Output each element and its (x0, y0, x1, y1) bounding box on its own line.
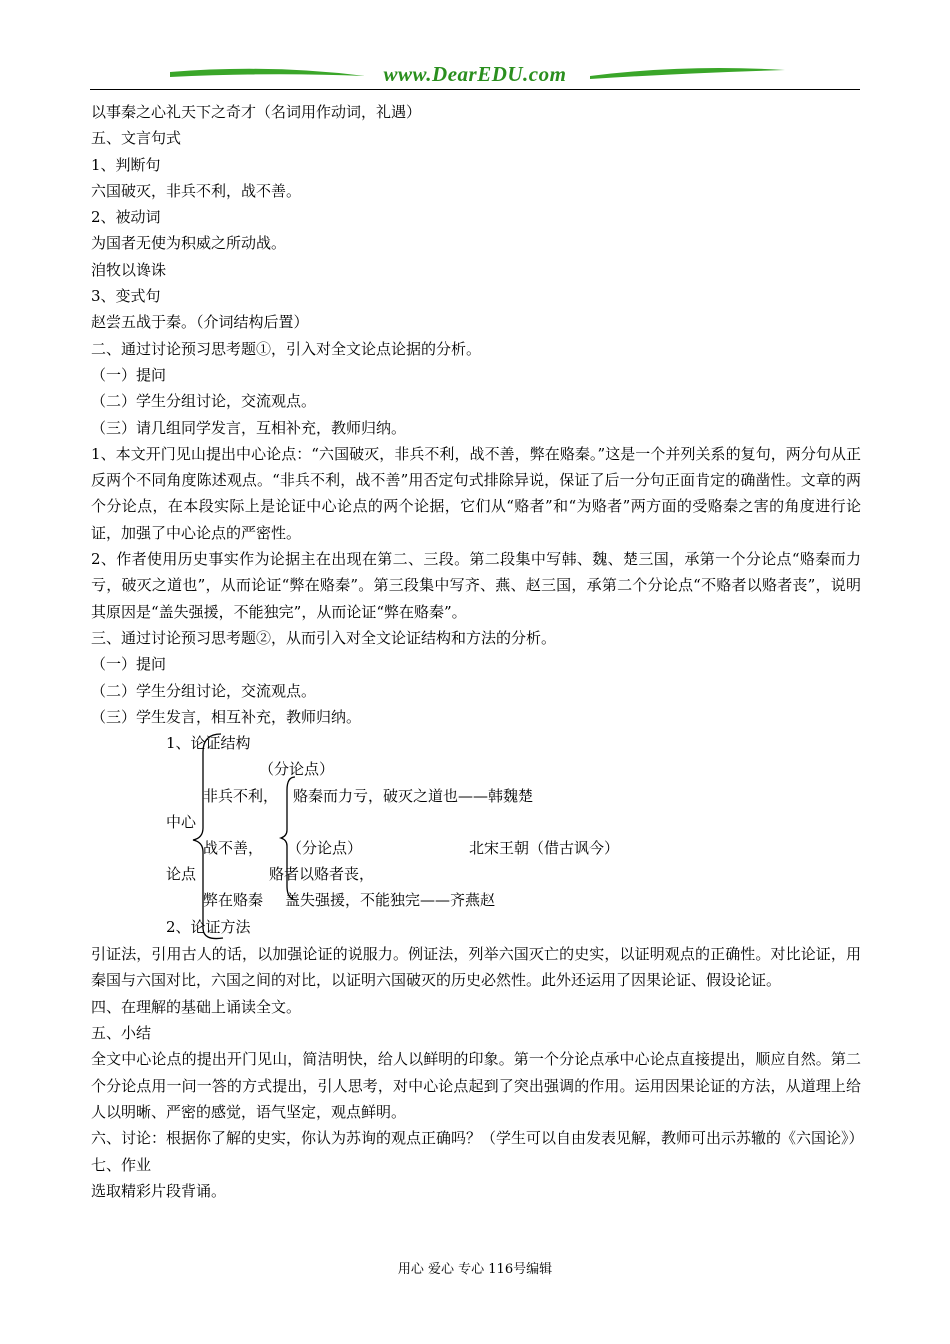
text-line: （一）提问 (91, 365, 167, 384)
row1-right: 赂秦而力亏，破灭之道也——韩魏楚 (293, 787, 534, 806)
paragraphs-summary (91, 1046, 864, 1151)
text-line: （一）提问 (91, 655, 167, 674)
document-body (91, 99, 864, 1204)
paragraph: 全文中心论点的提出开门见山，简洁明快，给人以鲜明的印象。第一个分论点承中心论点直接提出，顺应自然。第二个分论点用一问一答的方式提出，引人思考，对中心论点起到了突出强调的作用。运用因果论证的方法，从道理上给人以明晰、严密的感觉，语气坚定，观点鲜明。 (91, 1050, 861, 1121)
sub-argument-label-1: （分论点） (259, 760, 335, 779)
text-line: 2、被动词 (91, 208, 161, 227)
text-line: 3、变式句 (91, 287, 161, 306)
text-line: 五、文言句式 (91, 129, 182, 148)
paragraph: 2、作者使用历史事实作为论据主在出现在第二、三段。第二段集中写韩、魏、楚三国，承第一个分论点“赂秦而力亏，破灭之道也”，从而论证“弊在赂秦”。第三段集中写齐、燕、赵三国，承第二个分论点“不赂者以赂者丧”，说明其原因是“盖失强援，不能独完”，从而论证“弊在赂秦”。 (91, 550, 861, 621)
method-title: 2、论证方法 (166, 918, 251, 937)
text-line: 1、判断句 (91, 155, 161, 174)
row2-left: 战不善， (203, 839, 264, 858)
text-line: （三）请几组同学发言，互相补充，教师归纳。 (91, 418, 407, 437)
diagram-title: 1、论证结构 (166, 734, 251, 753)
text-line: （二）学生分组讨论，交流观点。 (91, 681, 317, 700)
paragraph: 1、本文开门见山提出中心论点：“六国破灭，非兵不利，战不善，弊在赂秦。”这是一个并列关系的复句，两分句从正反两个不同角度陈述观点。“非兵不利，战不善”用否定句式排除异说，保证了后一分句正面肯定的确凿性。文章的两个分论点，在本段实际上是论证中心论点的两个论据，它们从“赂者”和“为赂者”两方面的受赂秦之害的角度进行论证，加强了中心论点的严密性。 (91, 444, 861, 542)
lines-end (91, 1152, 861, 1205)
header-rule (90, 89, 860, 90)
text-line: 赵尝五战于秦。（介词结构后置） (91, 313, 309, 332)
argument-structure-diagram (91, 730, 861, 941)
paragraph: 六、讨论：根据你了解的史实，你认为苏询的观点正确吗？（学生可以自由发表见解，教师可出示苏辙的《六国论》） (91, 1129, 864, 1148)
text-line: 六国破灭，非兵不利，战不善。 (91, 181, 302, 200)
row4-left: 弊在赂秦 (203, 891, 264, 910)
row1-left: 非兵不利， (203, 787, 279, 806)
central-thesis-top: 中心 (166, 813, 197, 832)
text-line: （三）学生发言，相互补充，教师归纳。 (91, 707, 362, 726)
text-line: 以事秦之心礼天下之奇才（名词用作动词，礼遇） (91, 103, 422, 121)
text-line: 为国者无使为积威之所动战。 (91, 234, 287, 253)
text-line: 二、通过讨论预习思考题①，引入对全文论点论据的分析。 (91, 339, 482, 358)
lines-section3 (91, 625, 861, 730)
page-footer: 用心 爱心 专心 116号编辑 (397, 1262, 553, 1277)
text-line: 三、通过讨论预习思考题②，从而引入对全文论证结构和方法的分析。 (91, 628, 557, 647)
text-line: 洎牧以谗诛 (91, 260, 167, 279)
text-line: 四、在理解的基础上诵读全文。 (91, 997, 302, 1016)
text-line: 五、小结 (91, 1024, 152, 1043)
sub-argument-label-2: （分论点） (287, 839, 363, 858)
text-line: 选取精彩片段背诵。 (91, 1181, 227, 1200)
site-logo: www.DearEDU.com (383, 62, 567, 86)
text-line: （二）学生分组讨论，交流观点。 (91, 392, 317, 411)
row2-right: 北宋王朝（借古讽今） (469, 839, 620, 858)
lines-section4 (91, 994, 861, 1047)
lines-top (91, 99, 861, 441)
row3-mid: 赂者以赂者丧， (269, 865, 375, 884)
paragraphs-bottom (91, 941, 861, 994)
text-line: 七、作业 (91, 1155, 152, 1174)
paragraphs-mid (91, 441, 861, 625)
central-thesis-bottom: 论点 (166, 865, 197, 884)
page-header (90, 58, 860, 90)
row4-right: 盖失强援，不能独完——齐燕赵 (285, 891, 496, 910)
paragraph: 引证法，引用古人的话，以加强论证的说服力。例证法，列举六国灭亡的史实，以证明观点的正确性。对比论证，用秦国与六国对比，六国之间的对比，以证明六国破灭的历史必然性。此外还运用了因果论证、假设论证。 (91, 945, 861, 990)
